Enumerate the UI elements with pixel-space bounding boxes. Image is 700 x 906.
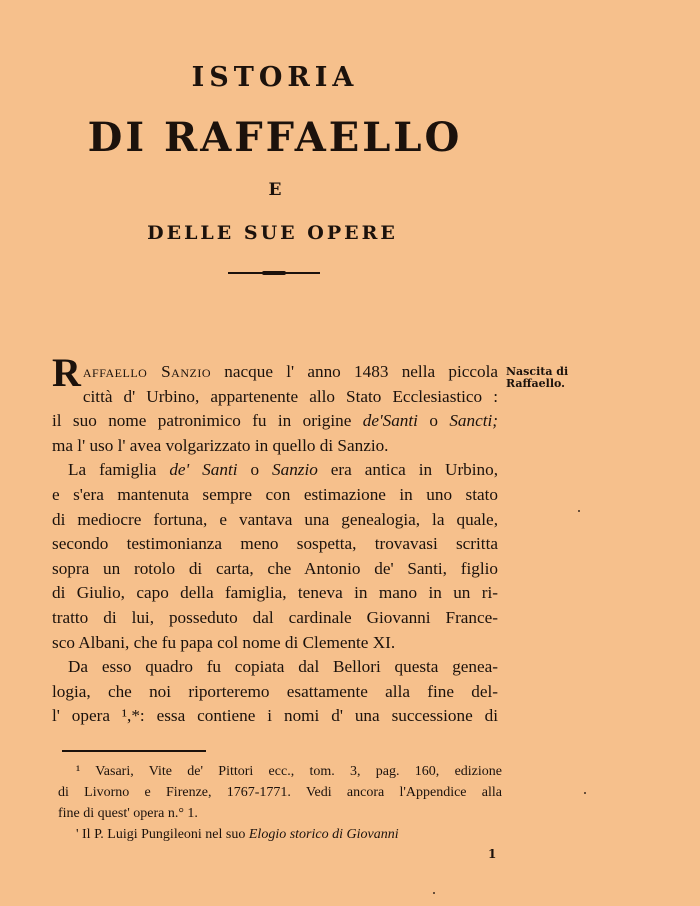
paper-speck bbox=[584, 792, 586, 794]
dropcap: R bbox=[52, 350, 81, 395]
title-e: E bbox=[268, 180, 282, 200]
title-istoria: ISTORIA bbox=[191, 62, 359, 93]
body-line-6: e s'era mantenuta sempre con estimazione in uno stato bbox=[52, 484, 498, 504]
footnotes bbox=[58, 761, 502, 845]
body-text bbox=[52, 350, 499, 729]
body-line-12: sco Albani, che fu papa col nome di Clemente XI. bbox=[52, 632, 396, 652]
body-line-11: tratto di lui, posseduto dal cardinale Giovanni France- bbox=[52, 607, 498, 627]
signature-mark: 1 bbox=[488, 847, 497, 861]
title-delle-sue-opere: DELLE SUE OPERE bbox=[147, 222, 398, 244]
body-line-3: il suo nome patronimico fu in origine de'Santi o Sancti; bbox=[52, 411, 499, 431]
title-rule bbox=[228, 272, 320, 274]
body-line-13: Da esso quadro fu copiata dal Bellori questa genea- bbox=[68, 657, 498, 677]
footnote-1-line-3: fine di quest' opera n.° 1. bbox=[58, 806, 198, 821]
body-line-9: sopra un rotolo di carta, che Antonio de' Santi, figlio bbox=[52, 558, 498, 578]
body-line-15: l' opera ¹,*: essa contiene i nomi d' una successione di bbox=[52, 706, 498, 726]
footnote-2-line-1: ' Il P. Luigi Pungileoni nel suo Elogio storico di Giovanni bbox=[76, 827, 399, 842]
paper-speck bbox=[578, 510, 580, 512]
body-line-2: città d' Urbino, appartenente allo Stato Ecclesiastico : bbox=[82, 386, 498, 406]
footnote-1-line-2: di Livorno e Firenze, 1767-1771. Vedi ancora l'Appendice alla bbox=[58, 785, 502, 800]
footnote-rule bbox=[62, 750, 206, 752]
body-line-5: La famiglia de' Santi o Sanzio era antica in Urbino, bbox=[68, 460, 499, 480]
paper-speck bbox=[433, 892, 435, 894]
body-line-4: ma l' uso l' avea volgarizzato in quello di Sanzio. bbox=[52, 435, 389, 455]
footnote-1-line-1: ¹ Vasari, Vite de' Pittori ecc., tom. 3, pag. 160, edizione bbox=[76, 764, 502, 779]
title-di-raffaello: DI RAFFAELLO bbox=[87, 114, 463, 161]
body-line-1: Raffaello Sanzio nacque l' anno 1483 nella piccola bbox=[52, 350, 498, 395]
margin-note: Nascita di Raffaello. bbox=[506, 365, 569, 390]
body-line-10: di Giulio, capo della famiglia, teneva in mano in un ri- bbox=[52, 583, 498, 603]
body-line-8: secondo testimonianza meno sospetta, trovavasi scritta bbox=[52, 534, 498, 554]
body-line-14: logia, che noi riporteremo esattamente alla fine del- bbox=[52, 681, 498, 701]
body-line-7: di mediocre fortuna, e vantava una genealogia, la quale, bbox=[52, 509, 498, 529]
